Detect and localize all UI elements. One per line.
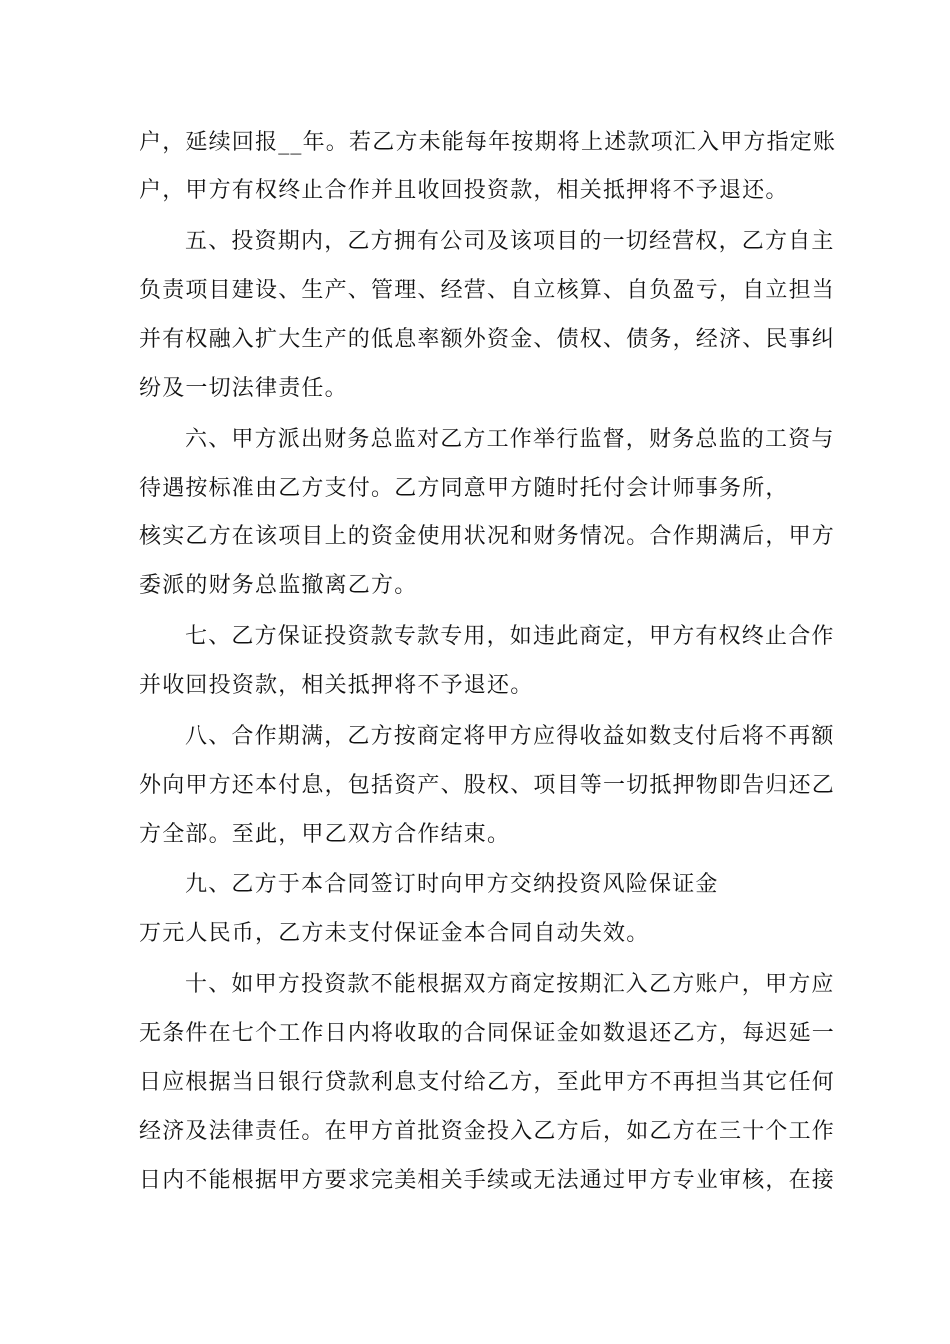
text-line: 待遇按标准由乙方支付。乙方同意甲方随时托付会计师事务所， <box>139 476 789 501</box>
paragraph-start-line: 七、乙方保证投资款专款专用，如违此商定，甲方有权终止合作 <box>185 624 835 649</box>
paragraph-start-line: 五、投资期内，乙方拥有公司及该项目的一切经营权，乙方自主 <box>185 229 835 254</box>
paragraph-start-line: 九、乙方于本合同签订时向甲方交纳投资风险保证金 <box>185 872 719 897</box>
text-line: 户，甲方有权终止合作并且收回投资款，相关抵押将不予退还。 <box>139 178 789 203</box>
text-line: 并收回投资款，相关抵押将不予退还。 <box>139 673 534 698</box>
text-line: 方全部。至此，甲乙双方合作结束。 <box>139 822 511 847</box>
paragraph-start-line: 十、如甲方投资款不能根据双方商定按期汇入乙方账户，甲方应 <box>185 972 835 997</box>
text-line: 委派的财务总监撤离乙方。 <box>139 573 418 598</box>
paragraph-start-line: 八、合作期满，乙方按商定将甲方应得收益如数支付后将不再额 <box>185 724 835 749</box>
text-line: 核实乙方在该项目上的资金使用状况和财务情况。合作期满后，甲方 <box>139 524 836 549</box>
text-line: 外向甲方还本付息，包括资产、股权、项目等一切抵押物即告归还乙 <box>139 773 836 798</box>
paragraph-start-line: 六、甲方派出财务总监对乙方工作举行监督，财务总监的工资与 <box>185 427 835 452</box>
text-line: 纷及一切法律责任。 <box>139 376 348 401</box>
text-line: 负责项目建设、生产、管理、经营、自立核算、自负盈亏，自立担当 <box>139 278 836 303</box>
text-line: 日应根据当日银行贷款利息支付给乙方，至此甲方不再担当其它任何 <box>139 1070 836 1095</box>
text-line: 户，延续回报__年。若乙方未能每年按期将上述款项汇入甲方指定账 <box>139 130 837 155</box>
text-line: 经济及法律责任。在甲方首批资金投入乙方后，如乙方在三十个工作 <box>139 1119 836 1144</box>
text-line: 日内不能根据甲方要求完美相关手续或无法通过甲方专业审核，在接 <box>139 1168 836 1193</box>
text-line: 万元人民币，乙方未支付保证金本合同自动失效。 <box>139 921 650 946</box>
text-line: 无条件在七个工作日内将收取的合同保证金如数退还乙方，每迟延一 <box>139 1021 836 1046</box>
text-line: 并有权融入扩大生产的低息率额外资金、债权、债务，经济、民事纠 <box>139 327 836 352</box>
